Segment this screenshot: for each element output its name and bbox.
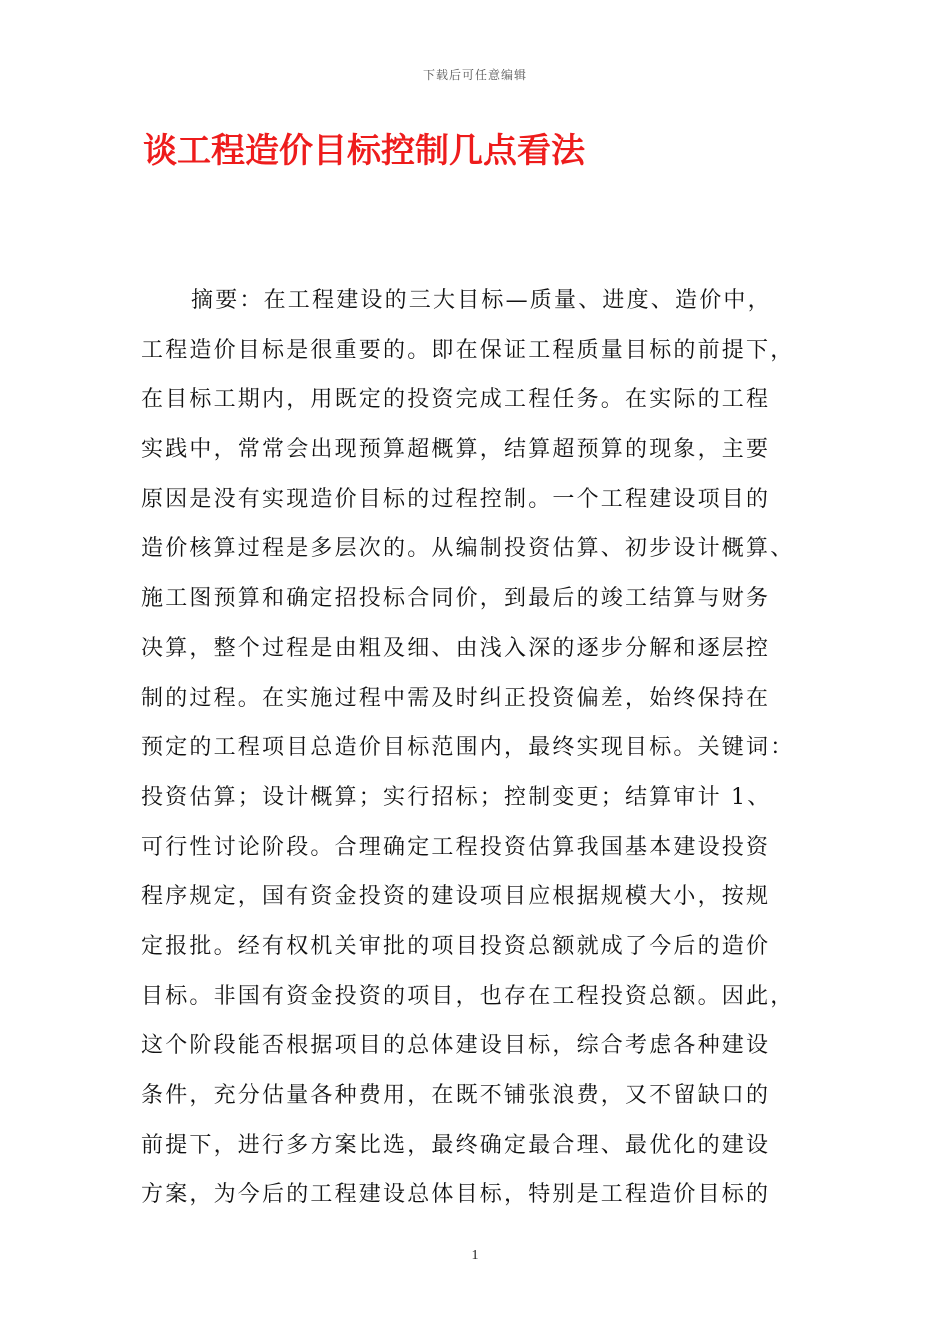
body-line: 在目标工期内，用既定的投资完成工程任务。在实际的工程: [141, 387, 771, 413]
body-line: 前提下，进行多方案比选，最终确定最合理、最优化的建设: [141, 1132, 771, 1158]
body-line: 工程造价目标是很重要的。即在保证工程质量目标的前提下，: [141, 337, 795, 363]
body-line: 目标。非国有资金投资的项目，也存在工程投资总额。因此，: [141, 983, 795, 1009]
header-note: 下载后可任意编辑: [422, 68, 527, 82]
body-line: 实践中，常常会出现预算超概算，结算超预算的现象，主要: [141, 437, 771, 463]
body-line: 决算，整个过程是由粗及细、由浅入深的逐步分解和逐层控: [141, 635, 771, 661]
body-line: 施工图预算和确定招投标合同价，到最后的竣工结算与财务: [141, 586, 771, 612]
body-line: 原因是没有实现造价目标的过程控制。一个工程建设项目的: [141, 486, 771, 512]
body-line: 这个阶段能否根据项目的总体建设目标，综合考虑各种建设: [141, 1033, 771, 1059]
body-line: 方案，为今后的工程建设总体目标，特别是工程造价目标的: [141, 1182, 771, 1208]
body-line: 造价核算过程是多层次的。从编制投资估算、初步设计概算、: [141, 536, 795, 562]
page-number: 1: [471, 1248, 479, 1263]
body-line: 可行性讨论阶段。合理确定工程投资估算我国基本建设投资: [141, 834, 771, 860]
body-text: [141, 276, 841, 1220]
body-line: 程序规定，国有资金投资的建设项目应根据规模大小，按规: [141, 884, 771, 910]
body-line: 投资估算；设计概算；实行招标；控制变更；结算审计 1、: [141, 784, 772, 810]
body-line: 条件，充分估量各种费用，在既不铺张浪费，又不留缺口的: [141, 1083, 771, 1108]
body-line: 预定的工程项目总造价目标范围内，最终实现目标。关键词：: [141, 735, 795, 761]
document-title: 谈工程造价目标控制几点看法: [143, 131, 585, 171]
body-line: 摘要：在工程建设的三大目标—质量、进度、造价中，: [191, 288, 772, 313]
body-line: 制的过程。在实施过程中需及时纠正投资偏差，始终保持在: [141, 685, 771, 711]
body-line: 定报批。经有权机关审批的项目投资总额就成了今后的造价: [141, 933, 771, 959]
